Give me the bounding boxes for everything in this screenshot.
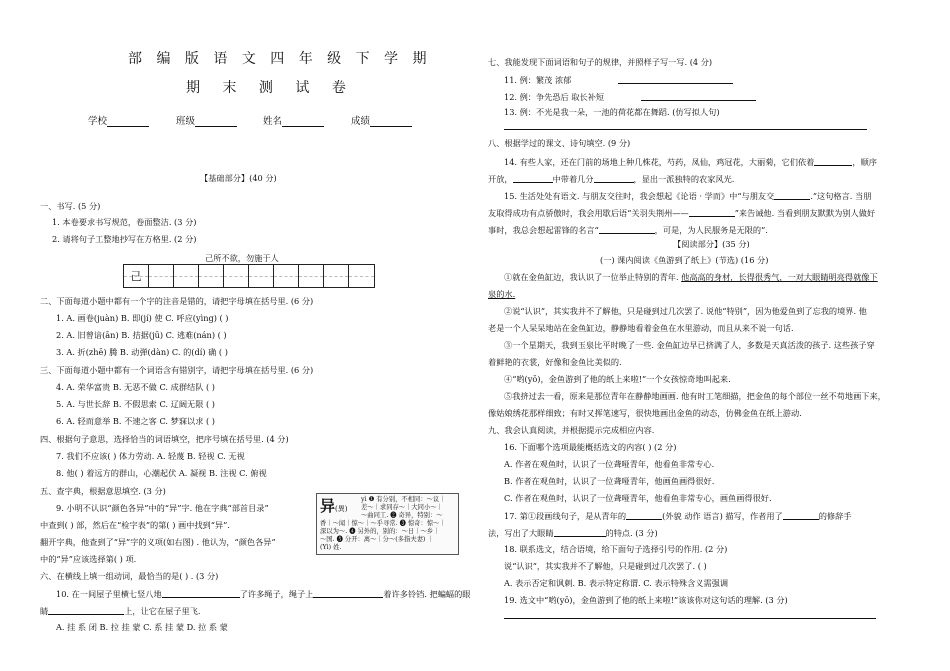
q8-15-text-6: ，可是，为人民服务是无限的”. xyxy=(654,224,768,235)
question-9-heading: 九、我会认真阅读，并根据提示完成相应内容. xyxy=(488,425,655,435)
q8-15-text-5: 事时，我总会想起雷锋的名言“ xyxy=(488,224,599,235)
q8-15-blank-1[interactable] xyxy=(774,191,810,200)
right-column xyxy=(475,0,950,671)
dictionary-entry-3: ～曲同工. ❷ 奇异，特别：～ xyxy=(361,512,443,519)
question-8-15-line-b xyxy=(488,208,875,217)
grid-cell[interactable] xyxy=(149,265,174,287)
class-field[interactable] xyxy=(176,117,237,127)
question-5-heading: 五、查字典，根据意思填空. (3 分) xyxy=(40,486,166,496)
q9-17-text-1: 17. 第①段画线句子，是从青年的 xyxy=(504,510,627,521)
question-9-18-options[interactable]: A. 表示否定和讽刺. B. 表示特定称谓. C. 表示特殊含义需强调 xyxy=(504,578,729,588)
question-2-item-2[interactable]: 2. A. 旧曾谙(ān) B. 拮据(jū) C. 逃难(nán) ( ) xyxy=(56,330,227,340)
q8-15-text-1: 15. 生活处处有语文. 与朋友交往时，我会想起《论语 · 学而》中“与朋友交 xyxy=(504,190,775,201)
dictionary-entry-4: 香｜～闻｜惊～｜～乎寻常. ❸ 惊奇：惊～｜ xyxy=(320,520,446,527)
passage-paragraph-3a: ③一个星期天，我到玉泉比平时晚了一些. 金鱼缸边早已挤满了人，多数是天真活泼的孩子. 这些孩子穿 xyxy=(504,340,875,350)
grid-cell[interactable] xyxy=(349,265,374,287)
question-7-item-12 xyxy=(504,92,756,101)
question-3-item-4[interactable]: 4. A. 荣华富贵 B. 无恶不做 C. 成群结队 ( ) xyxy=(56,382,215,392)
q8-15-text-3: 友取得成功有点骄傲时，我会用歇后语“关羽失荆州—— xyxy=(488,207,689,218)
q9-17-text-5: 的特点. (3 分) xyxy=(605,527,658,538)
question-5-line-d[interactable]: 中的“异”应该选择第( ) 项. xyxy=(40,554,137,564)
question-5-line-b[interactable]: 中查到( ) 部，然后在“检字表”的第( ) 画中找到“异”. xyxy=(40,520,230,530)
q8-14-text-2: ，顺序 xyxy=(852,156,877,167)
exam-title: 部 编 版 语 文 四 年 级 下 学 期 xyxy=(128,51,432,67)
name-field[interactable] xyxy=(263,117,324,127)
dictionary-entry-box xyxy=(316,493,459,555)
q8-14-blank-1[interactable] xyxy=(814,157,852,166)
q6-text-1: 10. 在一间屋子里横七竖八地 xyxy=(56,588,162,599)
grid-cell[interactable] xyxy=(274,265,299,287)
q9-17-blank-1[interactable] xyxy=(626,511,662,520)
reading-passage-title: (一) 课内阅读《鱼游到了纸上》(节选) (16 分) xyxy=(600,255,769,265)
question-2-item-1[interactable]: 1. A. 画卷(juàn) B. 即(jí) 使 C. 呼应(yìng) ( ) xyxy=(56,313,229,323)
score-field[interactable] xyxy=(351,117,412,127)
dictionary-glyph-note: (異) xyxy=(335,505,348,513)
q8-15-blank-2[interactable] xyxy=(689,208,735,217)
question-6-line-a xyxy=(56,589,470,598)
dictionary-entry-2: 差～｜求同存～｜大同小～｜ xyxy=(361,504,443,511)
reading-section-title: 【阅读部分】(35 分) xyxy=(673,239,750,249)
q6-text-4: 睛 xyxy=(40,605,49,616)
exam-subtitle: 期 末 测 试 卷 xyxy=(186,80,355,96)
question-4-item-7[interactable]: 7. 我们不应该( ) 体力劳动. A. 轻蔑 B. 轻视 C. 无视 xyxy=(56,451,245,461)
q6-blank-1[interactable] xyxy=(162,589,240,598)
question-9-17-line-a xyxy=(504,511,851,520)
question-5-line-c: 翻开字典，他查到了“异”字的义项(如右图) . 他认为，“颜色各异” xyxy=(40,537,276,547)
question-7-item-11 xyxy=(504,75,733,84)
copy-sentence: 己所不欲，勿施于人 xyxy=(205,253,279,263)
question-1-1: 1. 本卷要求书写规范，卷面整洁. (3 分) xyxy=(52,217,197,227)
q6-text-3: 着许多铃铛. 把蝙蝠的眼 xyxy=(383,588,471,599)
question-8-15-line-c xyxy=(488,225,768,234)
q8-14-blank-2[interactable] xyxy=(513,174,553,183)
class-label: 班级 xyxy=(176,116,196,127)
dictionary-entry-5: 深以为～. ❹ 另外的，别的：～日｜～乡｜ xyxy=(320,528,440,535)
dictionary-entry-7: (Yì) 姓. xyxy=(320,544,342,551)
passage-paragraph-5a: ⑤我挤过去一看，原来是那位青年在静静地画画. 他有时工笔细描，把金鱼的每个部位一丝不苟地画下来， xyxy=(504,391,886,401)
grid-first-char: 己 xyxy=(130,269,142,283)
grid-cell[interactable] xyxy=(249,265,274,287)
question-8-14-line-a xyxy=(504,157,877,166)
passage-paragraph-2b: 老是一个人呆呆地站在金鱼缸边，静静地看着金鱼在水里游动，而且从来不说一句话. xyxy=(488,323,794,333)
class-blank[interactable] xyxy=(195,118,237,127)
question-7-item-13: 13. 例：不光是我一朵，一池的荷花都在舞蹈. (仿写拟人句) xyxy=(504,107,720,117)
question-6-line-b xyxy=(40,606,201,615)
question-9-16-option-c[interactable]: C. 作者在观鱼时，认识了一位聋哑青年，他看鱼非常专心，画鱼画得很好. xyxy=(504,493,772,503)
question-1-2: 2. 请将句子工整地抄写在方格里. (2 分) xyxy=(52,234,197,244)
school-field[interactable] xyxy=(88,117,149,127)
passage-paragraph-3b: 着鲜艳的衣裳，好像和金鱼比美似的. xyxy=(488,357,622,367)
dictionary-glyph-wrap xyxy=(320,499,347,514)
question-2-item-3[interactable]: 3. A. 折(zhē) 腾 B. 动弹(dàn) C. 的(dí) 确 ( ) xyxy=(56,347,228,357)
question-9-16-option-a[interactable]: A. 作者在观鱼时，认识了一位聋哑青年，他看鱼非常专心. xyxy=(504,459,715,469)
passage-paragraph-1a xyxy=(504,273,878,281)
q6-blank-2[interactable] xyxy=(313,589,383,598)
q9-19-answer-line[interactable] xyxy=(504,610,876,619)
q7-12-text: 12. 例：争先恐后 取长补短 xyxy=(504,91,605,102)
q7-11-blank[interactable] xyxy=(618,75,733,84)
dictionary-entry-1: ❶ 有分别，不相同：～议｜ xyxy=(368,496,446,503)
q8-15-text-2: .”这句格言. 当朋 xyxy=(810,190,872,201)
grid-cell[interactable] xyxy=(324,265,349,287)
question-4-item-8[interactable]: 8. 他( ) 着远方的群山，心潮起伏 A. 凝视 B. 注视 C. 俯视 xyxy=(56,468,267,478)
passage-paragraph-4: ④“哟(yō)，金鱼游到了他的纸上来啦!”一个女孩惊奇地叫起来. xyxy=(504,374,731,384)
question-8-14-line-b xyxy=(488,174,734,183)
score-label: 成绩 xyxy=(351,116,371,127)
name-blank[interactable] xyxy=(282,118,324,127)
dictionary-entry-6: ～国. ❺ 分开：离～｜分～(多指夫妻) ｜ xyxy=(320,536,434,543)
question-3-item-5[interactable]: 5. A. 与世长辞 B. 不假思索 C. 辽阔无限 ( ) xyxy=(56,399,215,409)
basic-section-title: 【基础部分】(40 分) xyxy=(200,173,277,183)
question-8-heading: 八、根据学过的课文、诗句填空. (9 分) xyxy=(488,138,631,148)
q8-14-text-1: 14. 有些人家，还在门前的场地上种几株花，芍药，凤仙，鸡冠花，大丽菊，它们依着 xyxy=(504,156,815,167)
question-1-heading: 一、书写. (5 分) xyxy=(40,201,101,211)
q8-14-text-5: ，显出一派独特的农家风光. xyxy=(633,173,735,184)
q8-15-text-4: ”来告诫他. 当看到朋友默默为别人做好 xyxy=(734,207,876,218)
question-9-19: 19. 选文中“哟(yō)，金鱼游到了他的纸上来啦!”该该你对这句话的理解. (3 分) xyxy=(504,595,788,605)
q6-text-5: 上，让它在屋子里飞. xyxy=(124,605,201,616)
question-9-17-line-b xyxy=(488,528,658,537)
q9-17-blank-2[interactable] xyxy=(783,511,819,520)
question-9-16[interactable]: 16. 下面哪个选项最能概括选文的内容( ) (2 分) xyxy=(504,442,677,452)
p1-underlined-text: 他高高的身材，长得很秀气，一对大眼睛明亮得就像下 xyxy=(681,272,878,282)
q7-11-text: 11. 例：繁茂 浓郁 xyxy=(504,74,572,85)
question-4-heading: 四、根据句子意思，选择恰当的词语填空，把序号填在括号里. (4 分) xyxy=(40,434,289,444)
writing-grid[interactable] xyxy=(123,264,375,288)
q8-15-blank-3[interactable] xyxy=(599,225,655,234)
question-9-18: 18. 联系选文，结合语境，给下面句子选择引号的作用. (2 分) xyxy=(504,544,728,554)
q9-17-blank-3[interactable] xyxy=(554,528,606,537)
dictionary-pinyin: yì xyxy=(361,496,367,503)
question-7-heading: 七、我能发现下面词语和句子的规律，并照样子写一写. (4 分) xyxy=(488,57,713,67)
dictionary-glyph: 异 xyxy=(320,497,336,515)
question-6-heading[interactable]: 六、在横线上填一组动词，最恰当的是( ) . (3 分) xyxy=(40,571,219,581)
q7-12-blank[interactable] xyxy=(641,92,756,101)
grid-cell[interactable] xyxy=(299,265,324,287)
question-8-15-line-a xyxy=(504,191,871,200)
question-3-item-6[interactable]: 6. A. 轻而意举 B. 不速之客 C. 梦寐以求 ( ) xyxy=(56,416,215,426)
grid-cell[interactable] xyxy=(124,265,149,287)
school-label: 学校 xyxy=(88,116,108,127)
q6-blank-3[interactable] xyxy=(48,606,124,615)
q8-14-text-4: 中带着几分 xyxy=(552,173,594,184)
school-blank[interactable] xyxy=(107,118,149,127)
q9-17-text-4: 法，写出了大眼睛 xyxy=(488,527,554,538)
grid-cell[interactable] xyxy=(224,265,249,287)
question-5-line-a: 9. 小明不认识“颜色各异”中的“异”字. 他在字典“部首目录” xyxy=(56,503,269,513)
score-blank[interactable] xyxy=(370,118,412,127)
passage-paragraph-2a: ②说“认识”，其实我并不了解他，只是碰到过几次罢了. 说他“特别”，因为他爱鱼到了忘我的境界. 他 xyxy=(504,306,867,316)
q8-14-blank-3[interactable] xyxy=(594,174,634,183)
q9-17-text-2: (外貌 动作 语言) 描写，作者用了 xyxy=(662,510,783,521)
question-6-options[interactable]: A. 挂 系 闭 B. 拉 挂 蒙 C. 系 挂 蒙 D. 拉 系 蒙 xyxy=(56,622,228,632)
question-3-heading: 三、下面每道小题中都有一个词语含有错别字，请把字母填在括号里. (6 分) xyxy=(40,365,314,375)
p1-text: ①就在金鱼缸边，我认识了一位举止特别的青年. xyxy=(504,272,682,282)
passage-paragraph-5b: 像姑娘绣花那样细致；有时又挥笔速写，很快地画出金鱼的动态，仿佛金鱼在纸上游动. xyxy=(488,408,802,418)
name-label: 姓名 xyxy=(263,116,283,127)
q6-text-2: 了许多绳子，绳子上 xyxy=(239,588,314,599)
grid-cell[interactable] xyxy=(174,265,199,287)
dictionary-line-1 xyxy=(361,497,446,504)
question-9-16-option-b[interactable]: B. 作者在观鱼时，认识了一位聋哑青年，他画鱼画得很好. xyxy=(504,476,715,486)
question-2-heading: 二、下面每道小题中都有一个字的注音是错的，请把字母填在括号里. (6 分) xyxy=(40,296,314,306)
q8-14-text-3: 开放， xyxy=(488,173,513,184)
passage-paragraph-1b: 泉的水. xyxy=(488,289,516,299)
q7-13-blank[interactable] xyxy=(504,121,867,130)
question-9-18-sentence[interactable]: 说“认识”，其实我并不了解他，只是碰到过几次罢了. ( ) xyxy=(504,561,707,571)
grid-cell[interactable] xyxy=(199,265,224,287)
q9-17-text-3: 的修辞手 xyxy=(818,510,852,521)
